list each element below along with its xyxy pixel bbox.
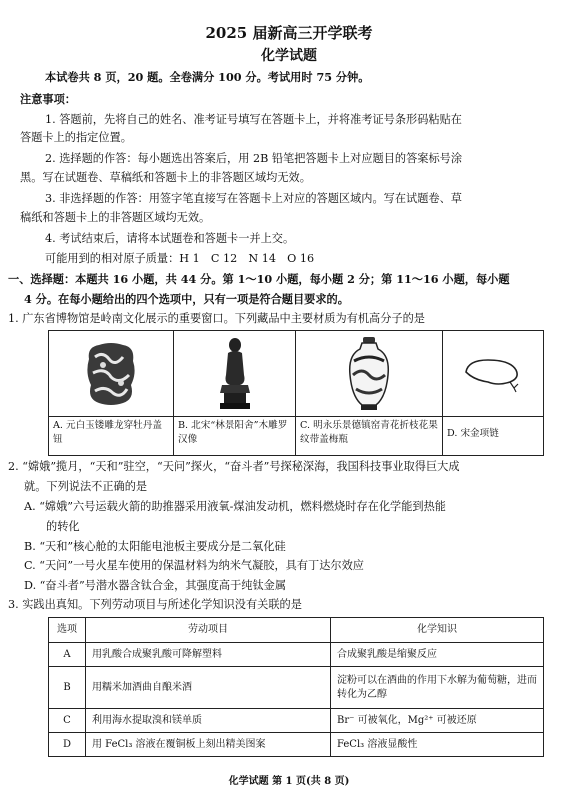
row-knowledge: 淀粉可以在酒曲的作用下水解为葡萄糖，进而转化为乙醇 [331,667,544,709]
exam-info: 本试卷共 8 页，20 题。全卷满分 100 分。考试用时 75 分钟。 [45,70,370,84]
q3-stem: 3. 实践出真知。下列劳动项目与所述化学知识没有关联的是 [8,598,302,611]
row-knowledge: FeCl₃ 溶液显酸性 [331,733,544,757]
section-heading-cont: 4 分。在每小题给出的四个选项中，只有一项是符合题目要求的。 [24,292,349,306]
q1-option-a [49,331,174,455]
gold-necklace-icon [443,331,543,417]
table-row [49,733,544,757]
q2-option-b: B. “天和”核心舱的太阳能电池板主要成分是二氧化硅 [24,540,286,553]
column-header: 劳动项目 [86,618,331,643]
notes-line: 2. 选择题的作答：每小题选出答案后，用 2B 铅笔把答题卡上对应题目的答案标号涂 [45,152,463,165]
table-row [49,643,544,667]
column-header: 化学知识 [331,618,544,643]
section-heading: 一、选择题：本题共 16 小题，共 44 分。第 1～10 小题，每小题 2 分；第 11～16 小题，每小题 [8,272,510,286]
notes-heading: 注意事项： [20,92,76,106]
q2-option-a: A. “嫦娥”六号运载火箭的助推器采用液氧-煤油发动机，燃料燃烧时存在化学能到热能 [24,500,446,513]
atomic-mass-line: 可能用到的相对原子质量：H 1 C 12 N 14 O 16 [45,252,315,265]
q1-option-b-label: B. 北宋“林景阳舍”木雕罗汉像 [178,420,288,445]
q1-option-d [443,331,543,455]
row-project: 用糯米加酒曲自酿米酒 [86,667,331,709]
row-knowledge: 合成聚乳酸是缩聚反应 [331,643,544,667]
notes-line: 答题卡上的指定位置。 [20,131,132,144]
row-project: 用乳酸合成聚乳酸可降解塑料 [86,643,331,667]
notes-line: 3. 非选择题的作答：用签字笔直接写在答题卡上对应的答题区域内。写在试题卷、草 [45,192,462,205]
row-knowledge: Br⁻ 可被氧化，Mg²⁺ 可被还原 [331,709,544,733]
row-project: 用 FeCl₃ 溶液在覆铜板上刻出精美图案 [86,733,331,757]
q3-table-header [49,618,544,643]
q2-stem: 2. “嫦娥”揽月，“天和”驻空，“天问”探火，“奋斗者”号探秘深海，我国科技事业取得巨大成 [8,460,460,473]
q1-option-c-label: C. 明永乐景德镇窑青花折枝花果纹带盖梅瓶 [300,420,438,445]
exam-title: 2025 届新高三开学联考 [205,24,373,42]
page-footer: 化学试题 第 1 页(共 8 页) [228,776,350,787]
q2-option-a-cont: 的转化 [46,520,80,533]
notes-line: 4. 考试结束后，请将本试题卷和答题卡一并上交。 [45,232,295,245]
row-option: D [49,733,86,757]
table-row [49,709,544,733]
q1-stem: 1. 广东省博物馆是岭南文化展示的重要窗口。下列藏品中主要材质为有机高分子的是 [8,312,425,325]
jade-carving-icon [49,331,173,417]
notes-line: 稿纸和答题卡上的非答题区域均无效。 [20,211,211,224]
notes-line: 黑。写在试题卷、草稿纸和答题卡上的非答题区域均无效。 [20,171,311,184]
q3-table [48,617,544,757]
row-option: B [49,667,86,709]
column-header: 选项 [49,618,86,643]
q1-option-c [296,331,443,455]
q2-option-c: C. “天问”一号火星车使用的保温材料为纳米气凝胶，具有丁达尔效应 [24,559,364,572]
notes-line: 1. 答题前，先将自己的姓名、准考证号填写在答题卡上，并将准考证号条形码粘贴在 [45,113,462,126]
q1-option-a-label: A. 元白玉镂雕龙穿牡丹盖钮 [53,420,162,445]
q1-options-table [48,330,544,456]
porcelain-vase-icon [296,331,442,417]
q1-option-b [174,331,296,455]
row-project: 利用海水提取溴和镁单质 [86,709,331,733]
q1-option-d-label: D. 宋金项链 [447,428,499,439]
q2-option-d: D. “奋斗者”号潜水器含钛合金，其强度高于纯钛金属 [24,579,287,592]
wooden-statue-icon [174,331,295,417]
row-option: C [49,709,86,733]
q2-stem-cont: 就。下列说法不正确的是 [24,480,148,493]
row-option: A [49,643,86,667]
table-row [49,667,544,709]
exam-subtitle: 化学试题 [261,48,317,64]
